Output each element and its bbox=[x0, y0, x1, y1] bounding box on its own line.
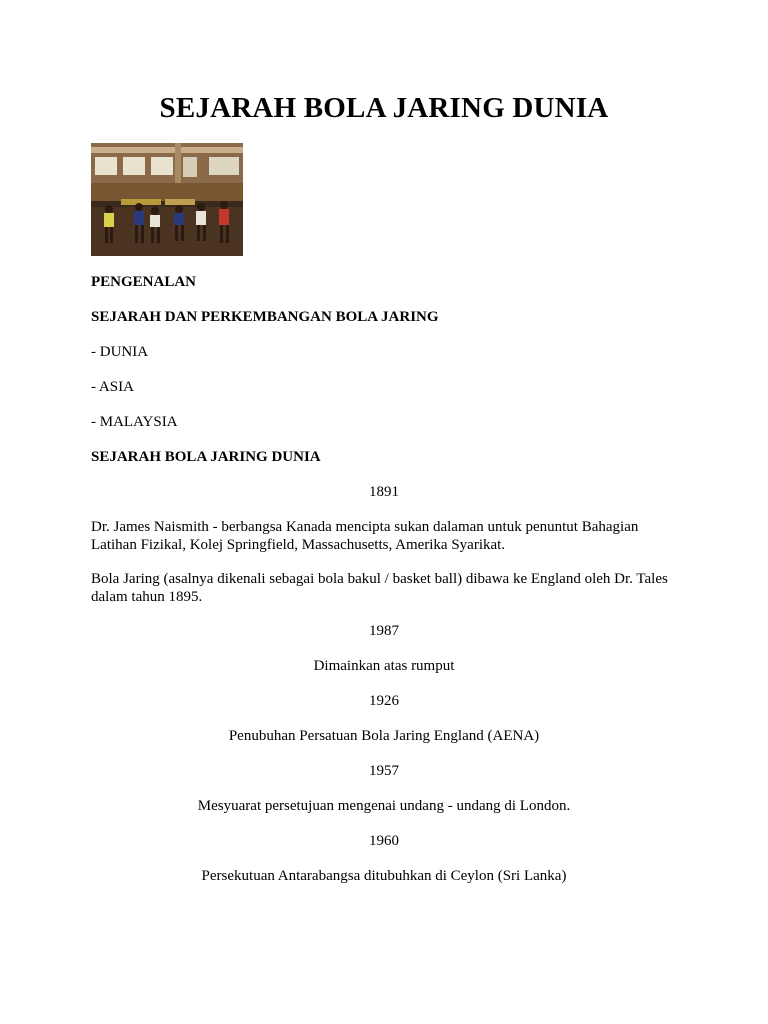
netball-photo bbox=[91, 143, 243, 256]
region-item: - MALAYSIA bbox=[91, 414, 178, 430]
region-item: - ASIA bbox=[91, 379, 134, 395]
timeline-event: Dimainkan atas rumput bbox=[313, 658, 455, 674]
year-label: 1960 bbox=[369, 833, 399, 849]
year-label: 1891 bbox=[369, 484, 399, 500]
year-label: 1926 bbox=[369, 693, 399, 709]
timeline-event: Mesyuarat persetujuan mengenai undang - undang di London. bbox=[197, 798, 571, 814]
paragraph-line: Latihan Fizikal, Kolej Springfield, Massachusetts, Amerika Syarikat. bbox=[91, 537, 506, 553]
intro-heading: PENGENALAN bbox=[91, 274, 197, 290]
timeline-event: Persekutuan Antarabangsa ditubuhkan di Ceylon (Sri Lanka) bbox=[201, 868, 567, 884]
world-heading: SEJARAH BOLA JARING DUNIA bbox=[91, 449, 321, 465]
paragraph-line: dalam tahun 1895. bbox=[91, 589, 203, 605]
page-title: SEJARAH BOLA JARING DUNIA bbox=[159, 92, 609, 124]
netball-photo-illustration bbox=[91, 143, 243, 256]
paragraph-tales bbox=[91, 570, 681, 606]
paragraph-line: Bola Jaring (asalnya dikenali sebagai bola bakul / basket ball) dibawa ke England oleh Dr. Tales bbox=[91, 571, 668, 587]
region-item: - DUNIA bbox=[91, 344, 149, 360]
paragraph-line: Dr. James Naismith - berbangsa Kanada mencipta sukan dalaman untuk penuntut Bahagian bbox=[91, 519, 639, 535]
section-heading: SEJARAH DAN PERKEMBANGAN BOLA JARING bbox=[91, 309, 439, 325]
year-label: 1987 bbox=[369, 623, 399, 639]
paragraph-naismith bbox=[91, 518, 681, 554]
year-label: 1957 bbox=[369, 763, 399, 779]
timeline-event: Penubuhan Persatuan Bola Jaring England (AENA) bbox=[228, 728, 540, 744]
